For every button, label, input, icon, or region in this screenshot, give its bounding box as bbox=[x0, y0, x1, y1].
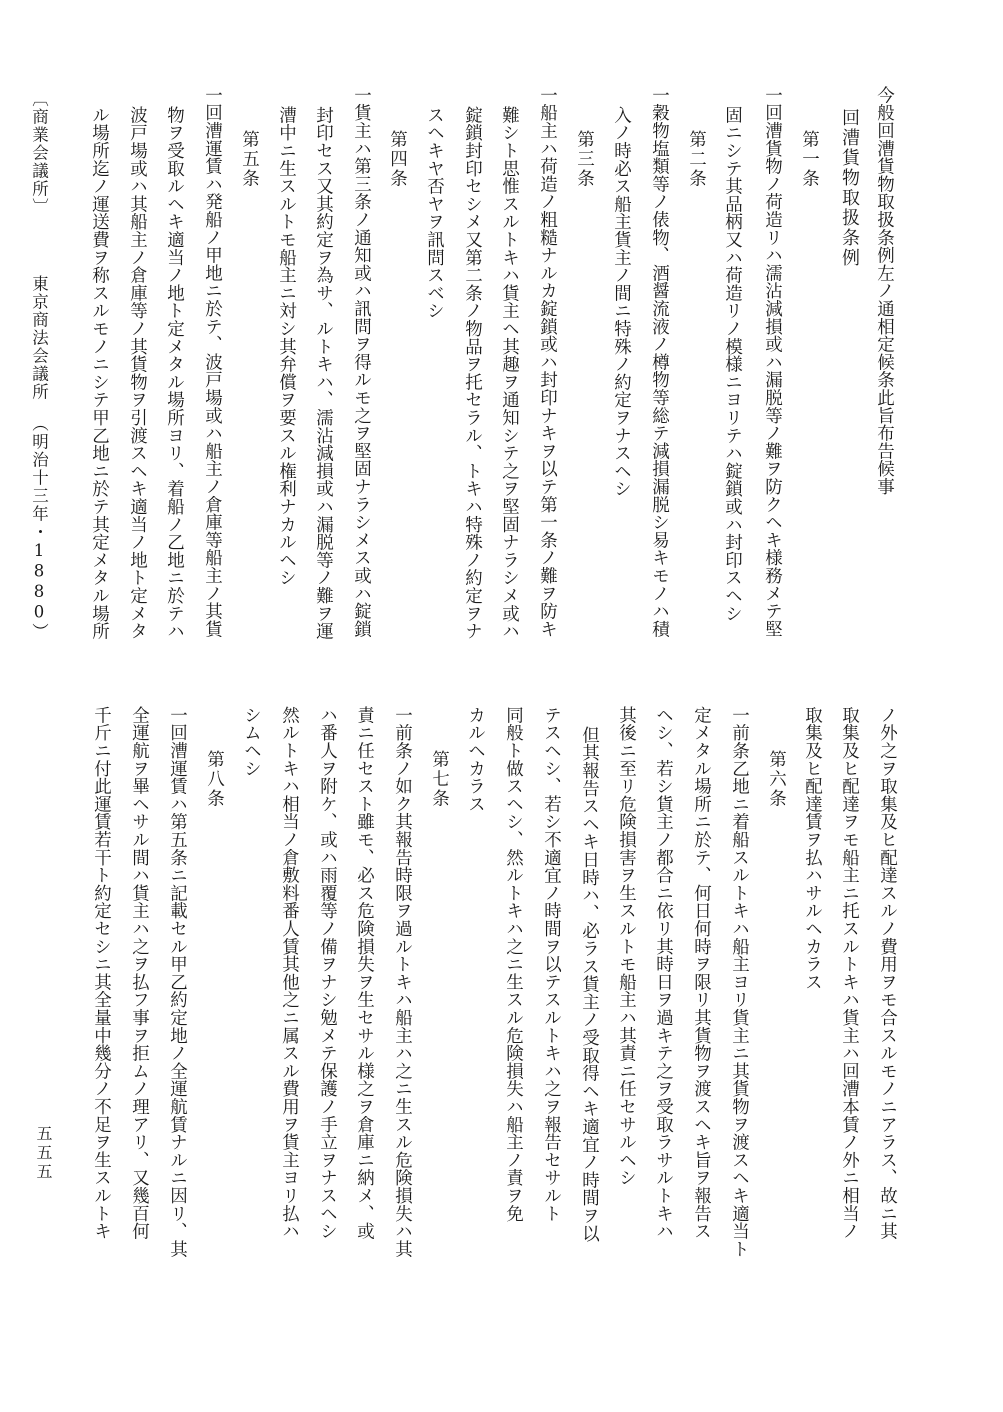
article-3-heading: 第三条 bbox=[574, 130, 595, 189]
article-8-line: 一回漕運賃ハ第五条ニ記載セル甲乙約定地ノ全運航賃ナルニ因リ、其 bbox=[167, 706, 188, 1258]
article-7-line: シムヘシ bbox=[241, 706, 262, 778]
article-3-line: 一船主ハ荷造ノ粗糙ナルカ錠鎖或ハ封印ナキヲ以テ第一条ノ難ヲ防キ bbox=[537, 86, 558, 638]
article-7-line: 然ルトキハ相当ノ倉敷料番人賃其他之ニ属スル費用ヲ貨主ヨリ払ハ bbox=[279, 706, 300, 1240]
article-6-line: カルヘカラス bbox=[465, 706, 486, 813]
article-5-heading: 第五条 bbox=[239, 130, 260, 189]
article-4-line: 封印セス又其約定ヲ為サ、ルトキハ、濡沾減損或ハ漏脱等ノ難ヲ運 bbox=[313, 106, 334, 640]
publication-date: （明治十三年・1880） bbox=[29, 415, 49, 641]
page-number: 五五五 bbox=[34, 1125, 53, 1182]
source-citation: 〔商業会議所〕 bbox=[29, 90, 49, 216]
article-6-line: 定メタル場所ニ於テ、何日何時ヲ限リ其貨物ヲ渡スヘキ旨ヲ報告ス bbox=[691, 706, 712, 1240]
article-8-line: 全運航ヲ畢ヘサル間ハ貨主ハ之ヲ払フ事ヲ拒ムノ理アリ、又幾百何 bbox=[129, 706, 150, 1240]
publisher-name: 東京商法会議所 bbox=[29, 275, 49, 401]
article-6-line: ヘシ、若シ貨主ノ都合ニ依リ其時日ヲ過キテ之ヲ受取ラサルトキハ bbox=[653, 706, 674, 1240]
article-3-line: 難シト思惟スルトキハ貨主ヘ其趣ヲ通知シテ之ヲ堅固ナラシメ或ハ bbox=[499, 106, 520, 640]
article-4-heading: 第四条 bbox=[387, 130, 408, 189]
article-7-heading: 第七条 bbox=[429, 750, 450, 809]
article-5-line: 取集及ヒ配達賃ヲ払ハサルヘカラス bbox=[802, 706, 823, 991]
article-1-line: 一回漕貨物ノ荷造リハ濡沾減損或ハ漏脱等ノ難ヲ防クヘキ様務メテ堅 bbox=[762, 86, 783, 638]
article-4-line: 漕中ニ生スルトモ船主ニ対シ其弁償ヲ要スル権利ナカルヘシ bbox=[276, 106, 297, 587]
article-7-line: 一前条ノ如ク其報告時限ヲ過ルトキハ船主ハ之ニ生スル危険損失ハ其 bbox=[392, 706, 413, 1258]
article-2-line: 入ノ時必ス船主貨主ノ間ニ特殊ノ約定ヲナスヘシ bbox=[611, 106, 632, 498]
article-5-line: 一回漕運賃ハ発船ノ甲地ニ於テ、波戸場或ハ船主ノ倉庫等船主ノ其貨 bbox=[202, 86, 223, 638]
article-6-line: 同般ト做スヘシ、然ルトキハ之ニ生スル危険損失ハ船主ノ責ヲ免 bbox=[503, 706, 524, 1223]
article-6-line: 其後ニ至リ危険損害ヲ生スルトモ船主ハ其責ニ任セサルヘシ bbox=[616, 706, 637, 1187]
article-3-line: 錠鎖封印セシメ又第二条ノ物品ヲ托セラル、トキハ特殊ノ約定ヲナ bbox=[462, 106, 483, 640]
article-7-line: ハ番人ヲ附ケ、或ハ雨覆等ノ備ヲナシ勉メテ保護ノ手立ヲナスヘシ bbox=[317, 706, 338, 1240]
article-8-line: 千斤ニ付此運賃若干ト約定セシニ其全量中幾分ノ不足ヲ生スルトキ bbox=[91, 706, 112, 1240]
article-1-line: 固ニシテ其品柄又ハ荷造リノ模様ニヨリテハ錠鎖或ハ封印スヘシ bbox=[722, 106, 743, 623]
article-5-line: 取集及ヒ配達ヲモ船主ニ托スルトキハ貨主ハ回漕本賃ノ外ニ相当ノ bbox=[839, 706, 860, 1240]
article-8-heading: 第八条 bbox=[204, 750, 225, 809]
article-3-line: スヘキヤ否ヤヲ訊問スベシ bbox=[424, 106, 445, 320]
article-5-line: ル場所迄ノ運送費ヲ称スルモノニシテ甲乙地ニ於テ其定メタル場所 bbox=[89, 106, 110, 640]
article-6-heading: 第六条 bbox=[766, 750, 787, 809]
article-4-line: 一貨主ハ第三条ノ通知或ハ訊問ヲ得ルモ之ヲ堅固ナラシメス或ハ錠鎖 bbox=[351, 86, 372, 638]
article-6-line: 一前条乙地ニ着船スルトキハ船主ヨリ貨主ニ其貨物ヲ渡スヘキ適当ト bbox=[729, 706, 750, 1258]
article-5-line: ノ外之ヲ取集及ヒ配達スルノ費用ヲモ合スルモノニアラス、故ニ其 bbox=[877, 706, 898, 1240]
article-5-line: 波戸場或ハ其船主ノ倉庫等ノ其貨物ヲ引渡スヘキ適当ノ地ト定メタ bbox=[127, 106, 148, 640]
preamble-line: 今般回漕貨物取扱条例左ノ通相定候条此旨布告候事 bbox=[874, 86, 895, 496]
regulation-title: 回漕貨物取扱条例 bbox=[839, 108, 860, 268]
article-2-line: 一穀物塩類等ノ俵物、酒醤流液ノ樽物等総テ減損漏脱シ易キモノハ積 bbox=[649, 86, 670, 638]
article-1-heading: 第一条 bbox=[799, 130, 820, 189]
article-2-heading: 第二条 bbox=[686, 130, 707, 189]
article-6-line: 但其報告スヘキ日時ハ、必ラス貨主ノ受取得ヘキ適宜ノ時間ヲ以 bbox=[579, 726, 600, 1243]
article-5-line: 物ヲ受取ルヘキ適当ノ地ト定メタル場所ヨリ、着船ノ乙地ニ於テハ bbox=[164, 106, 185, 640]
article-6-line: テスヘシ、若シ不適宜ノ時間ヲ以テスルトキハ之ヲ報告セサルト bbox=[541, 706, 562, 1223]
article-7-line: 責ニ任セスト雖モ、必ス危険損失ヲ生セサル様之ヲ倉庫ニ納メ、或 bbox=[354, 706, 375, 1240]
